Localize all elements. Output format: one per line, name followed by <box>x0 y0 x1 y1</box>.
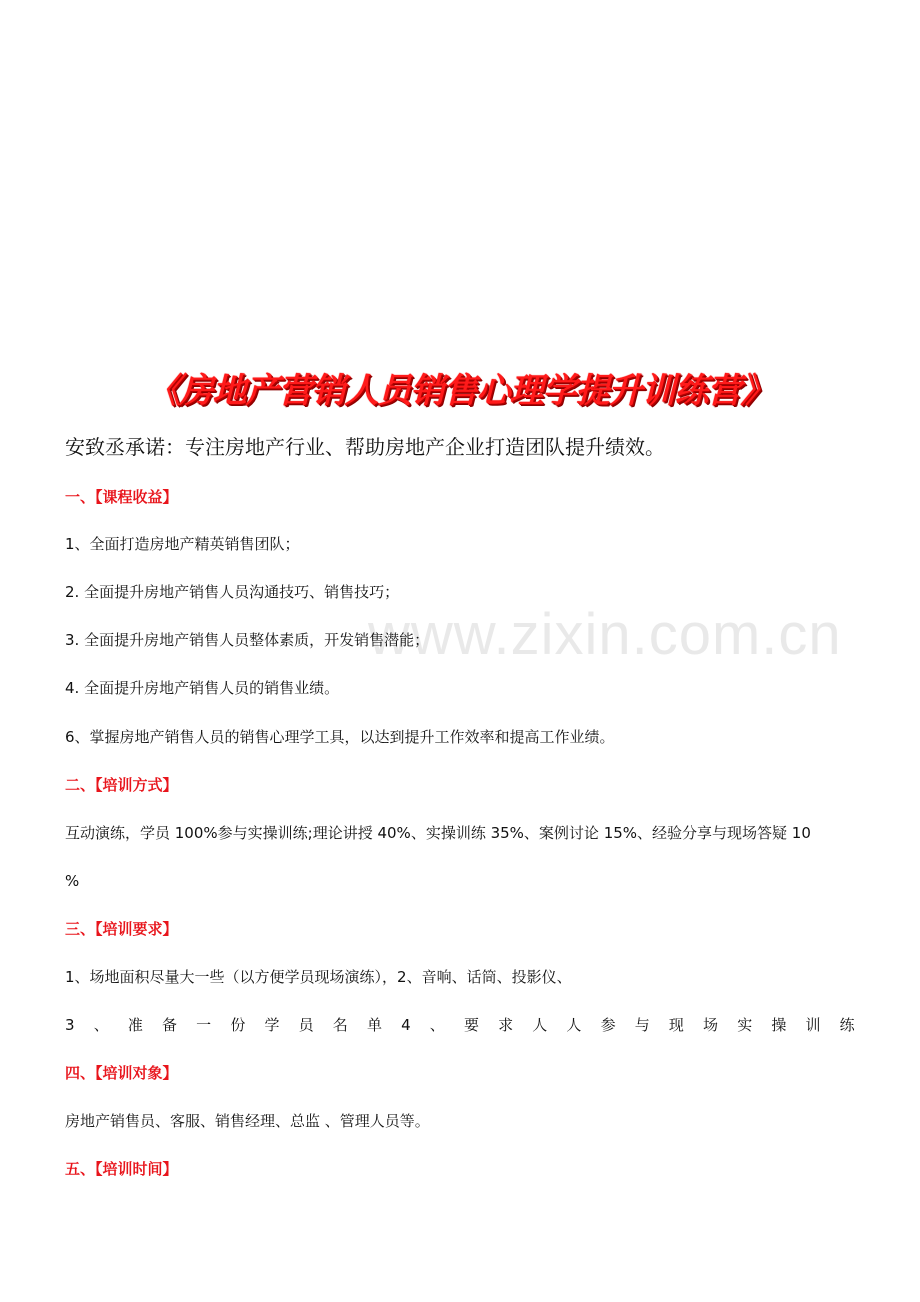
section-heading-benefits: 一、【课程收益】 <box>65 488 178 506</box>
requirements-line-2-char: 准 <box>127 1016 143 1034</box>
requirements-line-2-char: 实 <box>737 1016 753 1034</box>
requirements-line-2-char: 操 <box>771 1016 787 1034</box>
requirements-line-2-char: 场 <box>703 1016 719 1034</box>
requirements-line-2 <box>65 1014 855 1036</box>
section-heading-schedule: 五、【培训时间】 <box>65 1160 178 1178</box>
requirements-line-2-char: 4 <box>401 1016 411 1034</box>
requirements-line-2-char: 求 <box>498 1016 514 1034</box>
requirements-line-2-char: 训 <box>805 1016 821 1034</box>
section-heading-requirements: 三、【培训要求】 <box>65 920 178 938</box>
requirements-line-2-char: 、 <box>429 1016 445 1034</box>
section-heading-audience: 四、【培训对象】 <box>65 1064 178 1082</box>
requirements-line-2-char: 要 <box>463 1016 479 1034</box>
benefit-line-4: 4. 全面提升房地产销售人员的销售业绩。 <box>65 679 340 697</box>
section-heading-method: 二、【培训方式】 <box>65 776 178 794</box>
benefit-line-1: 1、全面打造房地产精英销售团队； <box>65 535 300 553</box>
method-line-2: % <box>65 872 80 890</box>
benefit-line-2: 2. 全面提升房地产销售人员沟通技巧、销售技巧； <box>65 583 400 601</box>
requirements-line-2-char: 练 <box>839 1016 855 1034</box>
requirements-line-2-char: 人 <box>532 1016 548 1034</box>
requirements-line-2-char: 、 <box>93 1016 109 1034</box>
requirements-line-2-char: 备 <box>162 1016 178 1034</box>
benefit-line-3: 3. 全面提升房地产销售人员整体素质，开发销售潜能； <box>65 631 430 649</box>
requirements-line-2-char: 现 <box>668 1016 684 1034</box>
requirements-line-2-char: 一 <box>196 1016 212 1034</box>
subtitle: 安致丞承诺：专注房地产行业、帮助房地产企业打造团队提升绩效。 <box>65 435 665 459</box>
requirements-line-2-char: 学 <box>264 1016 280 1034</box>
requirements-line-2-char: 人 <box>566 1016 582 1034</box>
requirements-line-2-char: 员 <box>298 1016 314 1034</box>
requirements-line-2-char: 参 <box>600 1016 616 1034</box>
requirements-line-1: 1、场地面积尽量大一些（以方便学员现场演练），2、音响、话筒、投影仪、 <box>65 968 572 986</box>
requirements-line-2-char: 与 <box>634 1016 650 1034</box>
page-title: 《房地产营销人员销售心理学提升训练营》 <box>146 371 774 411</box>
requirements-line-2-char: 3 <box>65 1016 75 1034</box>
method-line-1: 互动演练，学员 100%参与实操训练;理论讲授 40%、实操训练 35%、案例讨论 15%、经验分享与现场答疑 10 <box>65 824 811 842</box>
requirements-line-2-char: 名 <box>332 1016 348 1034</box>
benefit-line-5: 6、掌握房地产销售人员的销售心理学工具，以达到提升工作效率和提高工作业绩。 <box>65 728 615 746</box>
requirements-line-2-char: 份 <box>230 1016 246 1034</box>
audience-line-1: 房地产销售员、客服、销售经理、总监 、管理人员等。 <box>65 1112 430 1130</box>
watermark: www.zixin.com.cn <box>368 602 842 667</box>
requirements-line-2-char: 单 <box>366 1016 382 1034</box>
